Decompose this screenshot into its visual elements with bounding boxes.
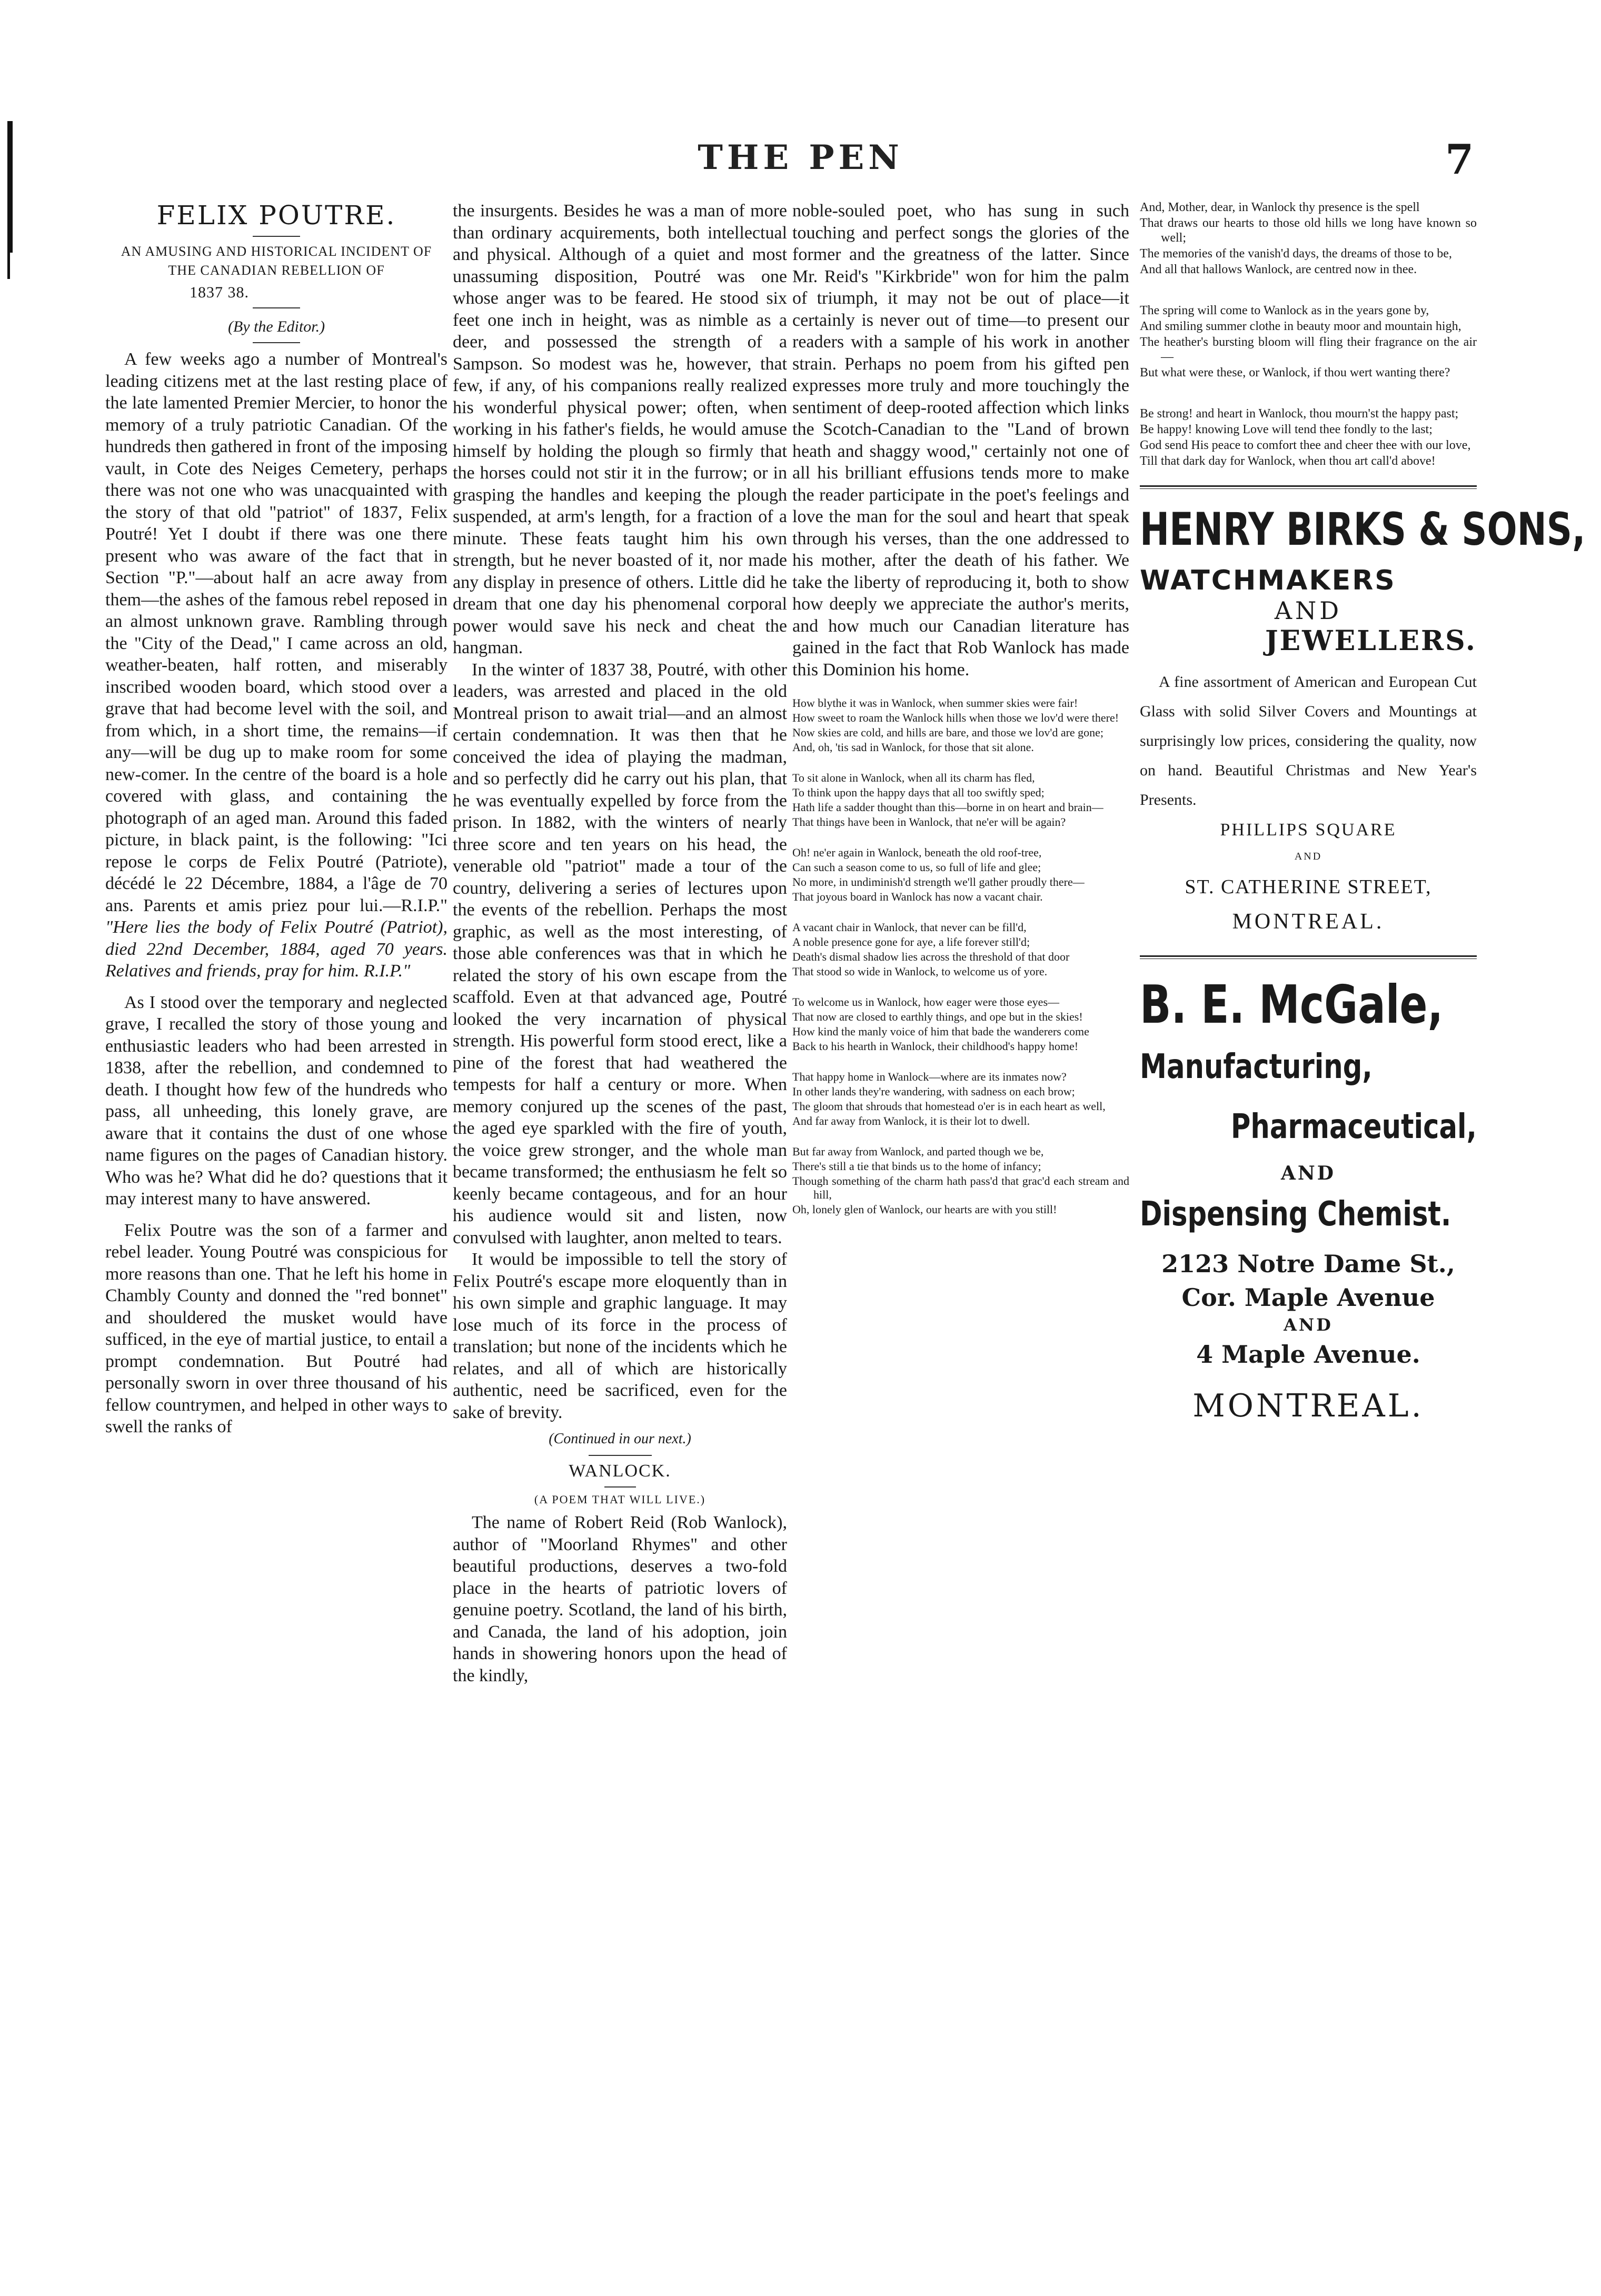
poem-line: Can such a season come to us, so full of life and glee; bbox=[792, 861, 1041, 874]
divider bbox=[253, 236, 300, 237]
section-divider bbox=[1140, 485, 1477, 489]
poem-stanza bbox=[792, 921, 1129, 979]
poem-line: A vacant chair in Wanlock, that never can be fill'd, bbox=[792, 921, 1027, 934]
poem-stanza bbox=[792, 696, 1129, 754]
poem-line: To sit alone in Wanlock, when all its charm has fled, bbox=[792, 771, 1035, 784]
ad-body: A fine assortment of American and European Cut Glass with solid Silver Covers and Mountings at surprisingly low prices, considering the quality, now on hand. Beautiful Christmas and New Year's Presents. bbox=[1140, 673, 1477, 808]
paragraph bbox=[105, 348, 448, 982]
poem-line: Be strong! and heart in Wanlock, thou mourn'st the happy past; bbox=[1140, 407, 1459, 421]
ad-address: Cor. Maple Avenue bbox=[1181, 1283, 1435, 1312]
poem-line: God send His peace to comfort thee and cheer thee with our love, bbox=[1140, 438, 1471, 452]
poem-line: And all that hallows Wanlock, are centred now in thee. bbox=[1140, 263, 1417, 276]
paragraph: As I stood over the temporary and neglected grave, I recalled the story of those young and enthusiastic leaders who had been arrested in 1838, after the rebellion, and condemned to death. I thought how few of the hundreds who pass, all unheeding, this lonely grave, are aware that it contains the dust of one whose name figures on the pages of Canadian history. Who was he? What did he do? questions that it may interest many to have answered. bbox=[105, 992, 448, 1209]
poem-line: How blythe it was in Wanlock, when summer skies were fair! bbox=[792, 696, 1078, 710]
column-2 bbox=[453, 200, 787, 1686]
column-3 bbox=[792, 200, 1129, 1233]
ad-address: 2123 Notre Dame St., bbox=[1161, 1250, 1455, 1278]
poem-line: And smiling summer clothe in beauty moor and mountain high, bbox=[1140, 320, 1461, 333]
poem-line: And, oh, 'tis sad in Wanlock, for those that sit alone. bbox=[792, 741, 1034, 754]
paragraph: In the winter of 1837 38, Poutré, with other leaders, was arrested and placed in the old Montreal prison to await trial—and an almost certain condemnation. It was then that he conceived the idea of playing the madman, and so perfectly did he carry out his plan, that he was eventually expelled by force from the prison. In 1882, with the winters of nearly three score and ten years on his head, the venerable old "patriot" made a tour of the country, delivering a series of lectures upon the events of the rebellion. Perhaps the most graphic, as well as the most interesting, of those able conferences was that in which he related the story of his own escape from the scaffold. Even at that advanced age, Poutré looked the very incarnation of physical strength. His powerful form stood erect, like a pine of the forest that had weathered the tempests for half a century or more. When memory conjured up the scenes of the past, the aged eye sparkled with the fire of youth, the voice grew stronger, and the whole man became transformed; the enthusiasm he felt so keenly became contageous, and for an hour his audience would sit and listen, now convulsed with laughter, anon melted to tears. bbox=[453, 660, 787, 1247]
poem-line: That things have been in Wanlock, that ne'er will be again? bbox=[792, 815, 1066, 828]
poem-line: And far away from Wanlock, it is their lot to dwell. bbox=[792, 1114, 1030, 1127]
page-number: 7 bbox=[1445, 136, 1474, 184]
continued-note: (Continued in our next.) bbox=[549, 1431, 691, 1447]
paragraph: noble-souled poet, who has sung in such touching and perfect songs the glories of the former and the greatness of the latter. Since Mr. Reid's "Kirkbride" won for him the palm of triumph, it may not be out of place—it certainly is never out of time—to present our readers with a sample of his work in another strain. Perhaps no poem from his gifted pen expresses more truly and more touchingly the sentiment of deep-rooted affection which links the Scotch-Canadian to the "Land of brown heath and shaggy wood," certainly not one of all his brilliant effusions tends more to make the reader participate in the poet's feelings and love the man for the soul and heart that speak through his verses, than the one addressed to his mother, after the death of his father. We take the liberty of reproducing it, both to show how deeply we appreciate the author's merits, and how much our Canadian literature has gained in the fact that Rob Wanlock has made this Dominion his home. bbox=[792, 201, 1129, 680]
ad-brand: HENRY BIRKS & SONS, bbox=[1140, 503, 1586, 556]
masthead: THE PEN bbox=[698, 138, 903, 177]
poem-line: To welcome us in Wanlock, how eager were those eyes— bbox=[792, 995, 1060, 1009]
divider bbox=[253, 342, 300, 343]
poem-stanza bbox=[792, 846, 1129, 904]
paragraph: the insurgents. Besides he was a man of more than ordinary acquirements, both intellectual and physical. Although of a quiet and most unassuming disposition, Poutré was one whose anger was to be feared. He stood six feet one inch in height, was as nimble as a deer, and possessed the strength of a Sampson. So modest was he, however, that few, if any, of his companions really realized his wonderful physical power; often, when working in his father's fields, he would amuse himself by holding the plough so firmly that the horses could not stir it in the furrow; or in grasping the handles and keeping the plough suspended, at arm's length, for a fraction of a minute. These feats taught him his own strength, but he never boasted of it, nor made any display in presence of others. Little did he dream that one day his phenomenal corporal power would save his neck and cheat the hangman. bbox=[453, 201, 787, 657]
poem-line: Death's dismal shadow lies across the threshold of that door bbox=[792, 950, 1070, 963]
poem-line: That happy home in Wanlock—where are its inmates now? bbox=[792, 1070, 1067, 1083]
poem-line: Back to his hearth in Wanlock, their childhood's happy home! bbox=[792, 1040, 1079, 1053]
ad-line: Pharmaceutical, bbox=[1230, 1107, 1477, 1146]
ad-address: AND bbox=[1294, 851, 1322, 862]
binding-mark bbox=[7, 253, 10, 279]
poem-line: Oh, lonely glen of Wanlock, our hearts are with you still! bbox=[792, 1203, 1057, 1216]
poem-line: That draws our hearts to those old hills we long have known so well; bbox=[1140, 216, 1477, 245]
poem-line: That stood so wide in Wanlock, to welcome us of yore. bbox=[792, 965, 1048, 978]
ad-line: JEWELLERS. bbox=[1265, 625, 1477, 657]
poem-line: Be happy! knowing Love will tend thee fondly to the last; bbox=[1140, 423, 1433, 436]
column-4 bbox=[1140, 200, 1586, 1424]
poem-line: That joyous board in Wanlock has now a vacant chair. bbox=[792, 890, 1043, 903]
poem-line: The heather's bursting bloom will fling their fragrance on the air— bbox=[1140, 335, 1477, 364]
poem-line: Oh! ne'er again in Wanlock, beneath the old roof-tree, bbox=[792, 846, 1042, 859]
poem-stanza bbox=[1140, 303, 1477, 380]
paragraph: It would be impossible to tell the story of Felix Poutré's escape more eloquently than in his own simple and graphic language. It may lose much of its force in the process of translation; but none of the incidents which he relates, and all of which are historically authentic, need be sacrificed, even for the sake of brevity. bbox=[453, 1250, 787, 1422]
poem-stanza bbox=[1140, 406, 1477, 468]
article-deck: AN AMUSING AND HISTORICAL INCIDENT OF THE CANADIAN REBELLION OF bbox=[121, 244, 432, 278]
ad-address: AND bbox=[1284, 1315, 1333, 1335]
advertisement-mcgale bbox=[1140, 971, 1477, 1424]
poem-stanza bbox=[1140, 200, 1477, 277]
column-1 bbox=[105, 200, 448, 1438]
poem-line: That now are closed to earthly things, and ope but in the skies! bbox=[792, 1010, 1083, 1023]
divider bbox=[253, 307, 300, 308]
poem-stanza bbox=[792, 771, 1129, 829]
divider bbox=[589, 1455, 652, 1456]
poem-line: No more, in undiminish'd strength we'll gather proudly there— bbox=[792, 875, 1085, 889]
section-divider bbox=[1140, 955, 1477, 959]
poem-line: There's still a tie that binds us to the home of infancy; bbox=[792, 1160, 1041, 1173]
paragraph: The name of Robert Reid (Rob Wanlock), author of "Moorland Rhymes" and other beautiful productions, deserves a two-fold place in the hearts of patriotic lovers of genuine poetry. Scotland, the land of his birth, and Canada, the land of his adoption, join hands in showering honors upon the head of the kindly, bbox=[453, 1513, 787, 1685]
ad-line: AND bbox=[1274, 596, 1343, 625]
paragraph: Felix Poutre was the son of a farmer and rebel leader. Young Poutré was conspicious for more reasons than one. That he left his home in Chambly County and donned the "red bonnet" and shouldered the musket would have sufficed, in the eye of martial justice, to entail a prompt condemnation. But Poutré had personally sworn in over three thousand of his fellow countrymen, and helped in other ways to swell the ranks of bbox=[105, 1220, 448, 1436]
poem-line: But far away from Wanlock, and parted though we be, bbox=[792, 1145, 1044, 1158]
poem-title: WANLOCK. bbox=[569, 1461, 671, 1481]
paragraph-text: A few weeks ago a number of Montreal's leading citizens met at the last resting place of the late lamented Premier Mercier, to honor the memory of a truly patriotic Canadian. Of the hundreds then gathered in front of the imposing vault, in Cote des Neiges Cemetery, perhaps there was not one who was unacquainted with the story of that old "patriot" of 1837, Felix Poutré! Yet I doubt if there was one there present who was aware of the fact that in Section "P."—about half an acre away from them—the ashes of the famous rebel reposed in an almost unknown grave. Rambling through the "City of the Dead," I came across an old, weather-beaten, half rotten, and miserably inscribed wooden board, which stood over a grave that had become level with the soil, and from which, in a short time, the remains—if any—will be dug up to make room for some new-comer. In the centre of the board is a hole covered with glass, and containing the photograph of an aged man. Around this faded picture, in black paint, is the following: "Ici repose le corps de Felix Poutré (Patriote), décédé le 22 Décembre, 1884, a l'âge de 70 ans. Parents et amis priez pour lui.—R.I.P." bbox=[105, 350, 448, 915]
ad-line: WATCHMAKERS bbox=[1140, 565, 1396, 596]
poem-subtitle: (A POEM THAT WILL LIVE.) bbox=[534, 1493, 706, 1506]
poem-line: In other lands they're wandering, with sadness on each brow; bbox=[792, 1085, 1075, 1098]
ad-line: Manufacturing, bbox=[1140, 1047, 1373, 1086]
poem-line: To think upon the happy days that all too swiftly sped; bbox=[792, 786, 1045, 799]
poem-line: A noble presence gone for aye, a life forever still'd; bbox=[792, 935, 1030, 949]
poem-line: Though something of the charm hath pass'd that grac'd each stream and hill, bbox=[792, 1174, 1129, 1201]
paragraph-translation: "Here lies the body of Felix Poutré (Patriot), died 22nd December, 1884, aged 70 years. Relatives and friends, pray for him. R.I.P." bbox=[105, 917, 448, 981]
ad-city: MONTREAL. bbox=[1232, 910, 1385, 934]
ad-line: AND bbox=[1280, 1162, 1336, 1184]
poem-line: The gloom that shrouds that homestead o'er is in each heart as well, bbox=[792, 1100, 1106, 1113]
article-title: FELIX POUTRE. bbox=[156, 200, 396, 231]
byline: (By the Editor.) bbox=[227, 318, 325, 335]
poem-stanza bbox=[792, 1070, 1129, 1128]
poem-line: The memories of the vanish'd days, the dreams of those to be, bbox=[1140, 247, 1452, 261]
poem-line: Hath life a sadder thought than this—borne in on heart and brain— bbox=[792, 801, 1103, 814]
poem-stanzas bbox=[792, 696, 1129, 1216]
poem-line: Till that dark day for Wanlock, when thou art call'd above! bbox=[1140, 454, 1436, 468]
poem-line: The spring will come to Wanlock as in the years gone by, bbox=[1140, 304, 1429, 317]
ad-line: Dispensing Chemist. bbox=[1140, 1195, 1451, 1234]
ad-city: MONTREAL. bbox=[1192, 1387, 1424, 1424]
advertisement-birks bbox=[1140, 501, 1586, 934]
ad-address: 4 Maple Avenue. bbox=[1196, 1340, 1420, 1369]
article-deck-year: 1837 38. bbox=[190, 284, 249, 301]
divider bbox=[604, 1486, 636, 1488]
poem-line: And, Mother, dear, in Wanlock thy presence is the spell bbox=[1140, 201, 1420, 214]
ad-brand: B. E. McGale, bbox=[1140, 974, 1444, 1035]
poem-line: How kind the manly voice of him that bade the wanderers come bbox=[792, 1025, 1089, 1038]
poem-stanza bbox=[792, 995, 1129, 1053]
poem-line: Now skies are cold, and hills are bare, and those we lov'd are gone; bbox=[792, 726, 1104, 739]
poem-line: How sweet to roam the Wanlock hills when those we lov'd were there! bbox=[792, 711, 1119, 724]
ad-address: ST. CATHERINE STREET, bbox=[1185, 876, 1432, 898]
ad-address: PHILLIPS SQUARE bbox=[1220, 820, 1397, 840]
poem-line: But what were these, or Wanlock, if thou wert wanting there? bbox=[1140, 366, 1450, 380]
poem-stanza bbox=[792, 1145, 1129, 1216]
